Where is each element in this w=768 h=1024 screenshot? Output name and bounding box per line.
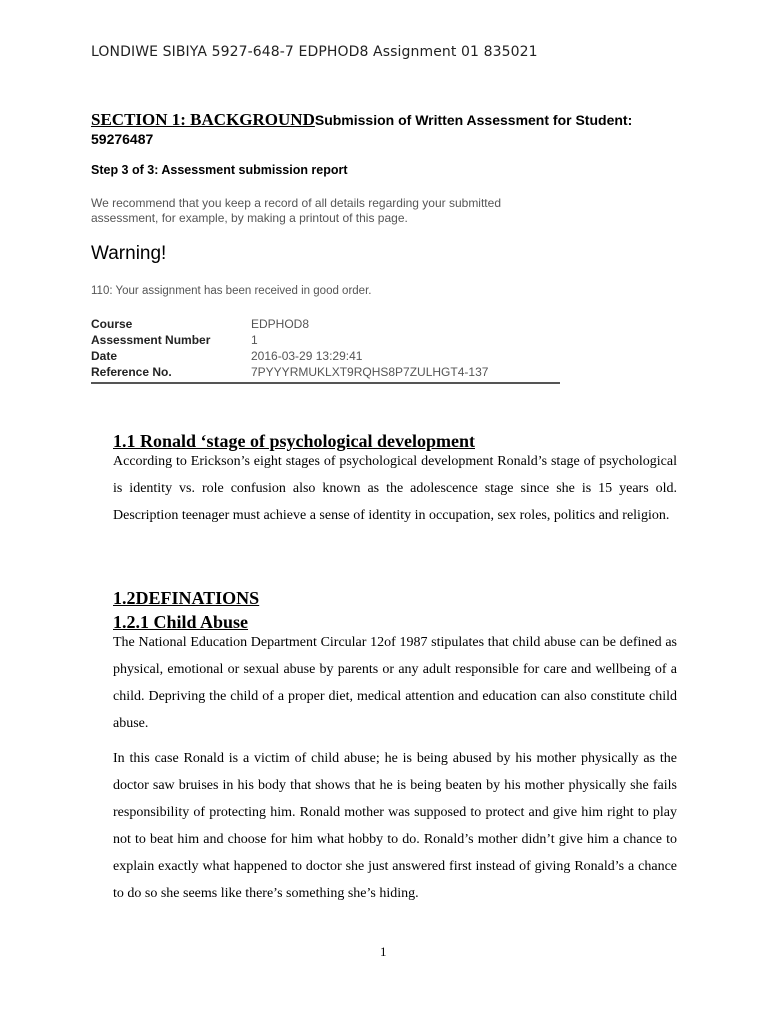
detail-label: Reference No. <box>91 365 172 379</box>
received-message: 110: Your assignment has been received in good order. <box>91 285 372 297</box>
submission-title: Submission of Written Assessment for Student: 59276487 <box>91 112 633 147</box>
stage-paragraph: According to Erickson’s eight stages of psychological development Ronald’s stage of psychological is identity vs. role confusion also known as the adolescence stage since she is 15 years old. Description teenager must achieve a sense of identity in occupation, sex roles, politics and religion. <box>113 454 677 523</box>
warning-heading: Warning! <box>91 243 167 264</box>
detail-label: Date <box>91 349 118 363</box>
detail-label: Course <box>91 317 133 331</box>
section-title-line <box>91 110 681 149</box>
definitions-heading: 1.2DEFINATIONS <box>113 588 260 608</box>
stage-heading: 1.1 Ronald ‘stage of psychological development <box>113 431 475 451</box>
recommendation-text: We recommend that you keep a record of all details regarding your submitted assessment, for example, by making a printout of this page. <box>91 196 501 225</box>
detail-row-assessment-number <box>91 333 560 349</box>
detail-value: 1 <box>251 333 258 347</box>
detail-row-course <box>91 317 560 333</box>
detail-row-date <box>91 349 560 365</box>
detail-value: EDPHOD8 <box>251 317 310 331</box>
detail-value: 2016-03-29 13:29:41 <box>251 349 363 363</box>
detail-row-reference <box>91 365 560 381</box>
detail-value: 7PYYYRMUKLXT9RQHS8P7ZULHGT4-137 <box>251 365 489 379</box>
child-abuse-definition: The National Education Department Circular 12of 1987 stipulates that child abuse can be defined as physical, emotional or sexual abuse by parents or any adult responsible for care and wellbeing of a child. Depriving the child of a proper diet, medical attention and education can also constitute child abuse. <box>113 635 677 731</box>
section-heading: SECTION 1: BACKGROUND <box>91 110 315 129</box>
page-header: LONDIWE SIBIYA 5927-648-7 EDPHOD8 Assignment 01 835021 <box>91 44 538 60</box>
page-number: 1 <box>380 944 387 959</box>
submission-details-table <box>91 317 560 384</box>
detail-label: Assessment Number <box>91 333 211 347</box>
child-abuse-heading: 1.2.1 Child Abuse <box>113 612 249 632</box>
child-abuse-case: In this case Ronald is a victim of child abuse; he is being abused by his mother physically as the doctor saw bruises in his body that shows that he is being beaten by his mother physically she fails responsibility of protecting him. Ronald mother was supposed to protect and give him right to play not to beat him and choose for him what hobby to do. Ronald’s mother didn’t give him a chance to explain exactly what happened to doctor she just answered first instead of giving Ronald’s a chance to do so she seems like there’s something she’s hiding. <box>113 751 677 901</box>
step-indicator: Step 3 of 3: Assessment submission report <box>91 163 348 177</box>
